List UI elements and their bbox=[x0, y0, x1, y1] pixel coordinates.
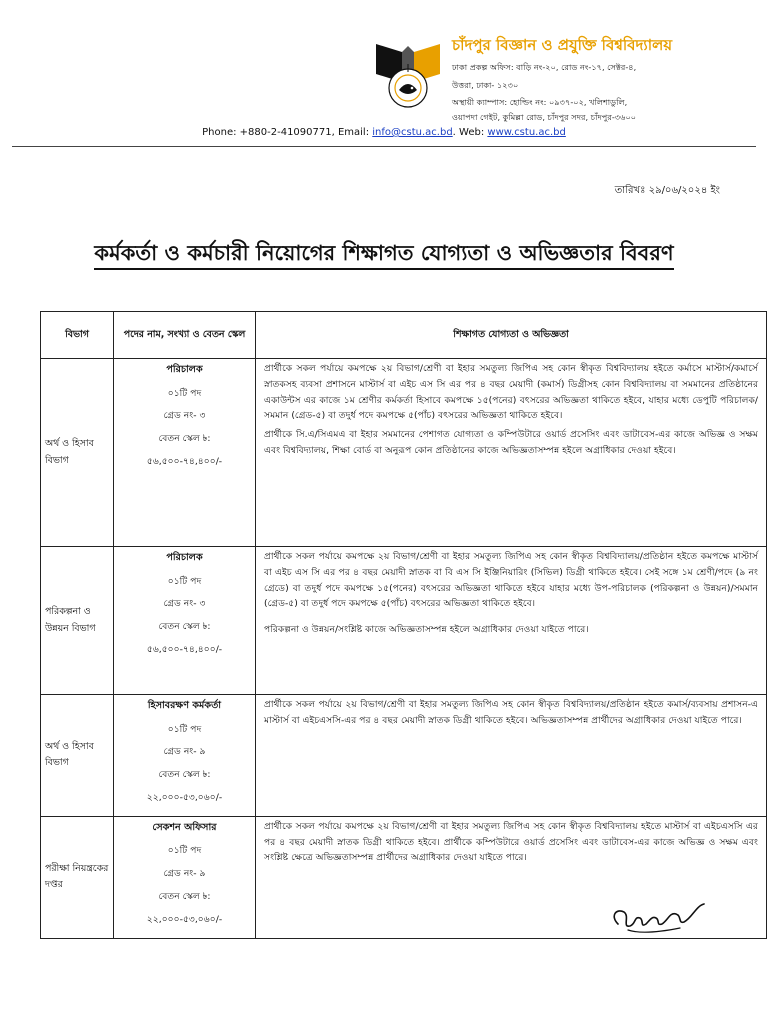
header-divider bbox=[12, 146, 756, 147]
table-row bbox=[41, 695, 767, 817]
qualification-cell bbox=[256, 359, 767, 547]
qualification-text: প্রার্থীকে সি.এ/সিএমএ বা ইহার সমমানের পেশাগত যোগ্যতা ও কম্পিউটারে ওয়ার্ড প্রসেসিং এবং ডাটাবেস-এর কাজে অভিজ্ঞ ও সক্ষম এবং বিশ্ববিদ্যালয়, শিক্ষা বোর্ড বা অনুরূপ কোন প্রতিষ্ঠানের কাজে অভিজ্ঞতাসম্পন্ন হইলে অগ্রাধিকার দেওয়া হইবে। bbox=[264, 429, 758, 457]
post-count: ০১টি পদ bbox=[167, 575, 202, 587]
header-department: বিভাগ bbox=[41, 312, 114, 359]
address-line-3: অস্থায়ী ক্যাম্পাস: হোল্ডিং নং: ০৯৩৭-০২, খলিশাডুলি, bbox=[452, 97, 628, 107]
qualification-text: প্রার্থীকে সকল পর্যায়ে কমপক্ষে ২য় বিভাগ/শ্রেণী বা ইহার সমতুল্য জিপিএ সহ কোন স্বীকৃত বিশ্ববিদ্যালয় হইতে মাস্টার্স বা এইচএসসি এর পর ৪ বছর মেয়াদী স্নাতক ডিগ্রী থাকিতে হইবে। প্রার্থীকে কম্পিউটারে ওয়ার্ড প্রসেসিং এবং ডাটাবেস-এর কাজে অভিজ্ঞ ও সক্ষম এবং সংশ্লিষ্ট ক্ষেত্রে অভিজ্ঞতাসম্পন্ন প্রার্থীদের অগ্রাধিকার দেওয়া যাইতে পারে। bbox=[264, 820, 758, 864]
phone-text: Phone: +880-2-41090771, Email: bbox=[202, 127, 373, 138]
university-logo-icon bbox=[372, 38, 444, 120]
signature-icon bbox=[600, 894, 720, 944]
header-post: পদের নাম, সংখ্যা ও বেতন স্কেল bbox=[114, 312, 256, 359]
website-link[interactable]: www.cstu.ac.bd bbox=[487, 127, 566, 138]
university-name: চাঁদপুর বিজ্ঞান ও প্রযুক্তি বিশ্ববিদ্যালয় bbox=[452, 36, 673, 54]
post-name: সেকশন অফিসার bbox=[152, 821, 217, 833]
department-cell: অর্থ ও হিসাব বিভাগ bbox=[41, 695, 114, 817]
web-label: . Web: bbox=[452, 127, 488, 138]
salary-scale: ২২,০০০-৫৩,০৬০/- bbox=[146, 791, 223, 803]
post-count: ০১টি পদ bbox=[167, 387, 202, 399]
salary-scale: ২২,০০০-৫৩,০৬০/- bbox=[146, 913, 223, 925]
email-link[interactable]: info@cstu.ac.bd bbox=[372, 127, 453, 138]
table-row bbox=[41, 359, 767, 547]
qualification-text: প্রার্থীকে সকল পর্যায়ে ২য় বিভাগ/শ্রেণী বা ইহার সমতুল্য জিপিএ সহ কোন স্বীকৃত বিশ্ববিদ্যালয়/প্রতিষ্ঠান হইতে কমার্স/ব্যবসায় প্রশাসন-এ মাস্টার্স বা এইচএসসি-এর পর ৪ বছর মেয়াদী স্নাতক ডিগ্রী থাকিতে হইবে। অভিজ্ঞতাসম্পন্ন প্রার্থীদের অগ্রাধিকার দেওয়া যাইতে পারে। bbox=[264, 699, 758, 726]
qualification-table bbox=[40, 311, 767, 939]
post-name: পরিচালক bbox=[166, 552, 203, 563]
scale-label: বেতন স্কেল ৳: bbox=[158, 890, 211, 902]
post-grade: গ্রেড নং- ৯ bbox=[163, 868, 206, 880]
department-cell: পরিকল্পনা ও উন্নয়ন বিভাগ bbox=[41, 547, 114, 695]
qualification-text: প্রার্থীকে সকল পর্যায়ে কমপক্ষে ২য় বিভাগ/শ্রেণী বা ইহার সমতুল্য জিপিএ সহ কোন স্বীকৃত বিশ্ববিদ্যালয় হইতে কর্মাসে মাস্টার্স/কমার্সে স্নাতকসহ ব্যবসা প্রশাসনে মাস্টার্স বা এইচ এস সি এর পর ৪ বছর মেয়াদী (কমার্স) ডিগ্রীসহ কোন বিশ্ববিদ্যালয় বা সমমানের প্রতিষ্ঠানের একাউন্টস এর কাজে ১ম শ্রেণীর কর্মকর্তা হিসাবে কমপক্ষে ১৫(পনের) বৎসরের অভিজ্ঞতা থাকিতে হইবে, যাহার মধ্যে ডেপুটি পরিচালক/সমমান (গ্রেড-৫) বা তদুর্ধ পদে কমপক্ষে ৫(পাঁচ) বৎসরের অভিজ্ঞতা থাকিতে হইবে। bbox=[264, 363, 758, 422]
address-line-4: ওয়াপদা গেইট, কুমিল্লা রোড, চাঁদপুর সদর, চাঁদপুর-৩৬০০ bbox=[452, 112, 637, 122]
post-cell bbox=[114, 695, 256, 817]
salary-scale: ৫৬,৫০০-৭৪,৪০০/- bbox=[146, 455, 223, 467]
contact-line bbox=[0, 127, 768, 138]
post-cell bbox=[114, 816, 256, 938]
qualification-text: পরিকল্পনা ও উন্নয়ন/সংশ্লিষ্ট কাজে অভিজ্ঞতাসম্পন্ন হইলে অগ্রাধিকার দেওয়া যাইতে পারে। bbox=[264, 624, 589, 636]
post-count: ০১টি পদ bbox=[167, 723, 202, 735]
post-cell bbox=[114, 547, 256, 695]
document-title: কর্মকর্তা ও কর্মচারী নিয়োগের শিক্ষাগত যোগ্যতা ও অভিজ্ঞতার বিবরণ bbox=[0, 237, 768, 272]
qualification-cell bbox=[256, 695, 767, 817]
post-grade: গ্রেড নং- ৩ bbox=[163, 598, 206, 610]
scale-label: বেতন স্কেল ৳: bbox=[158, 621, 211, 633]
header-qualification: শিক্ষাগত যোগ্যতা ও অভিজ্ঞতা bbox=[256, 312, 767, 359]
post-name: পরিচালক bbox=[166, 364, 203, 375]
post-grade: গ্রেড নং- ৩ bbox=[163, 410, 206, 422]
department-cell: অর্থ ও হিসাব বিভাগ bbox=[41, 359, 114, 547]
post-grade: গ্রেড নং- ৯ bbox=[163, 746, 206, 758]
address-line-1: ঢাকা প্রকল্প অফিস: বাড়ি নং-২০, রোড নং-১৭, সেক্টর-৪, bbox=[452, 62, 637, 72]
post-name: হিসাবরক্ষণ কর্মকর্তা bbox=[147, 700, 222, 711]
scale-label: বেতন স্কেল ৳: bbox=[158, 769, 211, 781]
salary-scale: ৫৬,৫০০-৭৪,৪০০/- bbox=[146, 643, 223, 655]
document-date: তারিখঃ ২৯/০৬/২০২৪ ইং bbox=[614, 185, 720, 196]
address-line-2: উত্তরা, ঢাকা- ১২৩০ bbox=[452, 80, 519, 90]
qualification-cell bbox=[256, 547, 767, 695]
qualification-text: প্রার্থীকে সকল পর্যায়ে কমপক্ষে ২য় বিভাগ/শ্রেণী বা ইহার সমতুল্য জিপিএ সহ কোন স্বীকৃত বিশ্ববিদ্যালয়/প্রতিষ্ঠান হইতে কমপক্ষে মাস্টার্স বা এইচ এস সি এর পর ৪ বছর মেয়াদী স্নাতক বা বি এস সি ইঞ্জিনিয়ারিং (সিভিল) ডিগ্রী থাকিতে হইবে। সেই সঙ্গে ১ম শ্রেণী/পদে (৯ নং গ্রেডে) বা তদুর্ধ পদে কমপক্ষে ১৫(পনের) বৎসরের অভিজ্ঞতা থাকিতে হইবে যাহার মধ্যে উপ-পরিচালক (পরিকল্পনা ও উন্নয়ন)/সমমান (গ্রেড-৫) বা তদুর্ধ পদে কমপক্ষে ৫(পাঁচ) বৎসরের অভিজ্ঞতা থাকিতে হইবে। bbox=[264, 551, 758, 610]
table-header-row bbox=[41, 312, 767, 359]
post-count: ০১টি পদ bbox=[167, 845, 202, 857]
table-row bbox=[41, 547, 767, 695]
department-cell: পরীক্ষা নিয়ন্ত্রকের দপ্তর bbox=[41, 816, 114, 938]
scale-label: বেতন স্কেল ৳: bbox=[158, 433, 211, 445]
post-cell bbox=[114, 359, 256, 547]
